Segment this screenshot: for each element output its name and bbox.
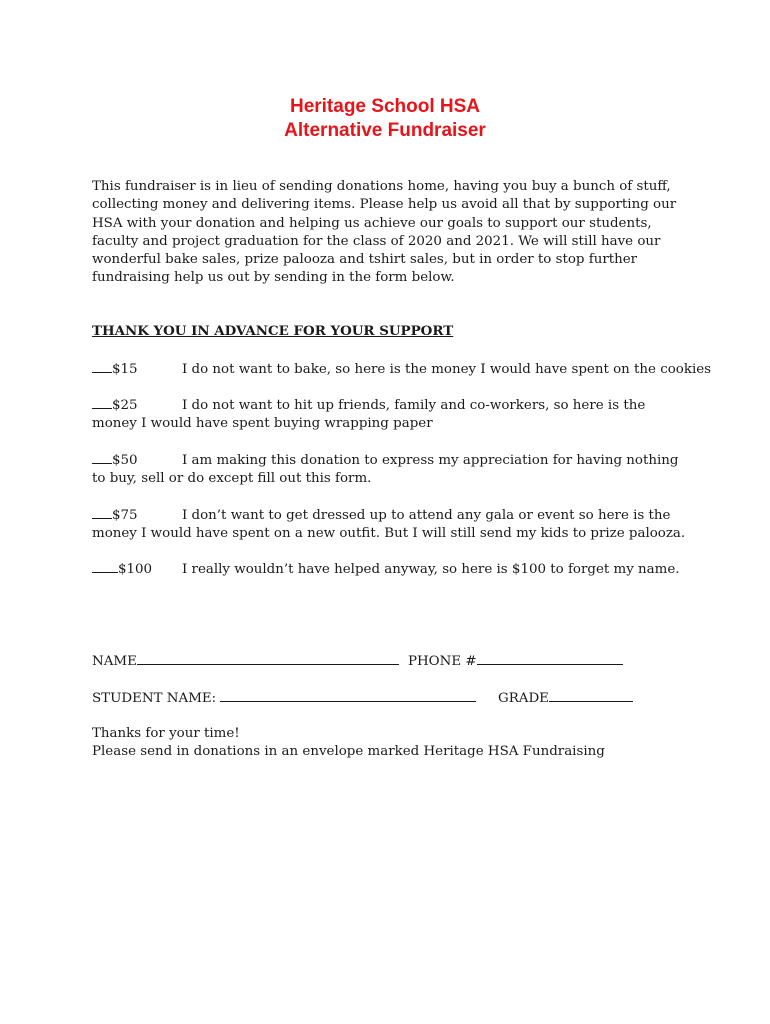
amount-blank-line[interactable] <box>92 462 112 464</box>
donation-amount: $25 <box>112 398 138 413</box>
donation-amount: $15 <box>112 362 138 377</box>
donation-description: I do not want to bake, so here is the money I would have spent on the cookies <box>182 362 712 377</box>
amount-blank-line[interactable] <box>92 371 112 373</box>
phone-label: PHONE # <box>408 654 477 669</box>
support-heading: THANK YOU IN ADVANCE FOR YOUR SUPPORT <box>92 323 454 339</box>
phone-input-line[interactable] <box>477 652 623 665</box>
donation-description: I really wouldn’t have helped anyway, so here is $100 to forget my name. <box>182 562 680 577</box>
form-title: Heritage School HSA <box>289 96 481 117</box>
student-name-label: STUDENT NAME: <box>92 691 217 706</box>
donation-description: I am making this donation to express my appreciation for having nothing to buy, sell or do except fill out this form. <box>92 453 679 487</box>
donation-option-50[interactable] <box>92 452 692 489</box>
intro-paragraph: This fundraiser is in lieu of sending donations home, having you buy a bunch of stuff, collecting money and delivering items. Please help us avoid all that by supporting our HSA with your donation and helping us achieve our goals to support our students, faculty and project graduation for the class of 2020 and 2021. We will still have our wonderful bake sales, prize palooza and tshirt sales, but in order to stop further fundraising help us out by sending in the form below. <box>92 179 677 286</box>
amount-blank-line[interactable] <box>92 407 112 409</box>
amount-blank-line[interactable] <box>92 517 112 519</box>
name-label: NAME <box>92 654 137 669</box>
donation-option-25[interactable] <box>92 397 692 434</box>
amount-blank-line[interactable] <box>92 571 118 573</box>
donation-description: I don’t want to get dressed up to attend any gala or event so here is the money I would have spent on a new outfit. But I will still send my kids to prize palooza. <box>92 508 686 542</box>
phone-field[interactable] <box>408 652 623 671</box>
donation-description: I do not want to hit up friends, family and co-workers, so here is the money I would have spent buying wrapping paper <box>92 398 646 432</box>
name-field[interactable] <box>92 652 399 671</box>
donation-option-15[interactable] <box>92 361 712 379</box>
grade-field[interactable] <box>498 689 633 708</box>
donation-amount: $75 <box>112 508 138 523</box>
donation-amount: $50 <box>112 453 138 468</box>
student-name-input-line[interactable] <box>220 689 476 702</box>
grade-label: GRADE <box>498 691 549 706</box>
grade-input-line[interactable] <box>549 689 633 702</box>
name-input-line[interactable] <box>137 652 399 665</box>
send-instructions: Please send in donations in an envelope marked Heritage HSA Fundraising <box>92 744 605 759</box>
donation-option-75[interactable] <box>92 507 692 544</box>
form-subtitle: Alternative Fundraiser <box>284 120 486 141</box>
donation-option-100[interactable] <box>92 561 692 579</box>
student-name-field[interactable] <box>92 689 476 708</box>
thanks-text: Thanks for your time! <box>92 726 240 741</box>
donation-amount: $100 <box>118 562 153 577</box>
